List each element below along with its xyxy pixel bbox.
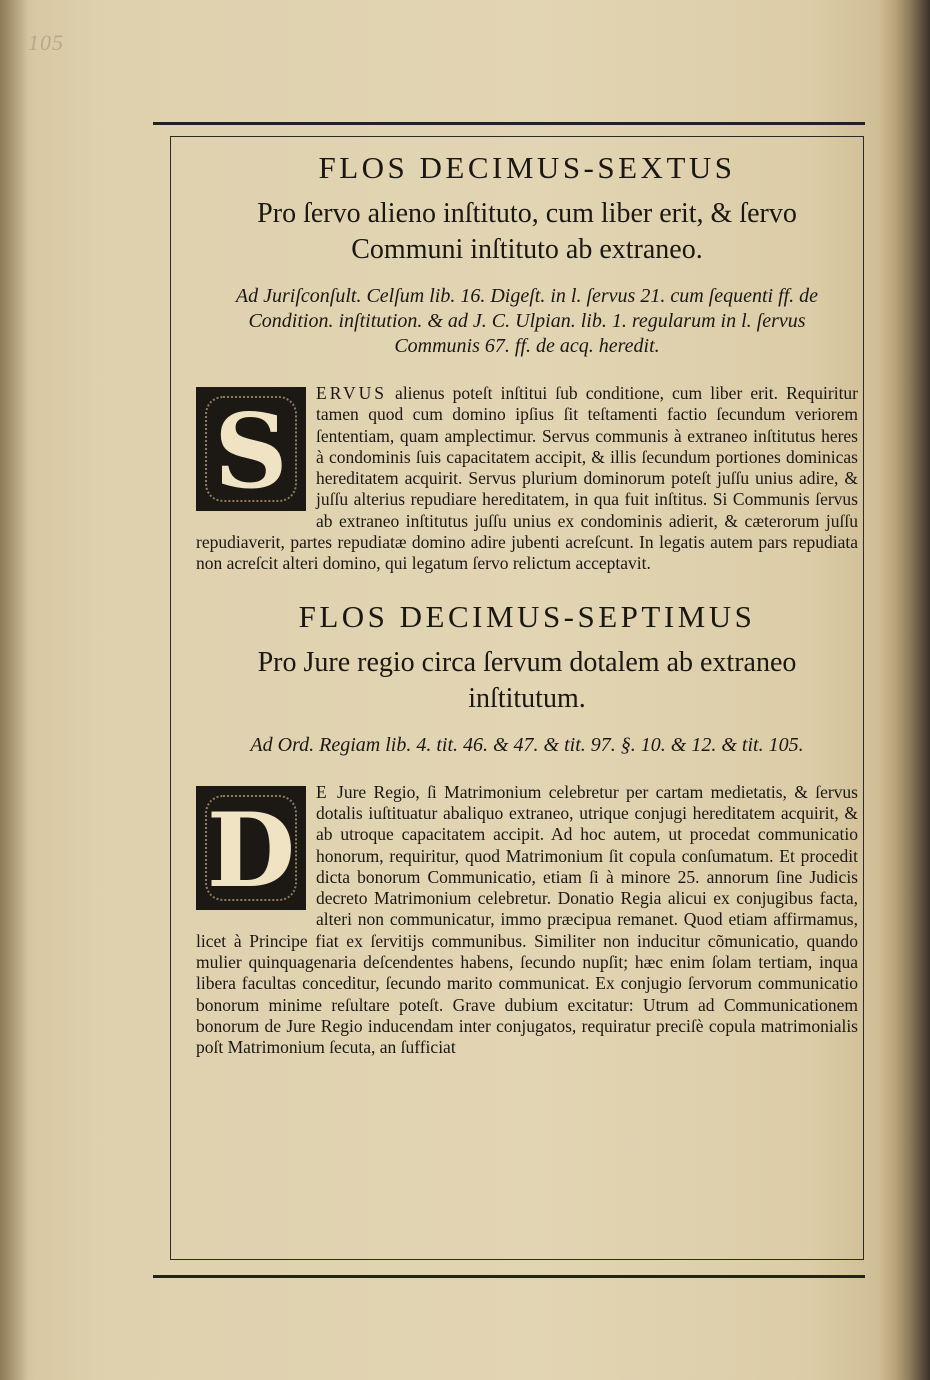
- decorated-initial: [196, 786, 306, 910]
- decorated-initial: [196, 387, 306, 511]
- book-edge: [880, 0, 930, 1380]
- page-number: 105: [28, 30, 64, 55]
- section-body: [196, 383, 858, 575]
- section-subtitle: Pro Jure regio circa ſervum dotalem ab extraneo inſtitutum.: [257, 646, 797, 714]
- body-text: Jure Regio, ſi Matrimonium celebretur per cartam medietatis, & ſervus dotalis iuſtituatur abaliquo extraneo, utrique conjugi hereditatem acquirit, & ab utroque capacitatem accipit. Ad hoc autem, ut procedat communicatio honorum, requiritur, quod Matrimonium ſit copula conſumatum. Et procedit dicta bonorum Communicatio, etiam ſi à minore 25. annorum ſine Judicis decreto Matrimonium celebretur. Donatio Regia alicui ex conjugibus facta, alteri non communicatur, immo præcipua remanet. Quod etiam affirmamus, licet à Principe fiat ex ſervitijs communibus. Similiter non inducitur cõmunicatio, quando mulier quinquagenaria deſcendentes habens, ſecundo nupſit; hæc enim ſolam tertiam, inqua libera facultas conceditur, ſecundo marito communicat. Ex conjugio ſervorum communicatio bonorum minime reſultare poteſt. Grave dubium excitatur: Utrum ad Communicationem bonorum de Jure Regio inducendam inter conjugatos, requiratur preciſè copula matrimonialis poſt Matrimonium ſecuta, an ſufficiat: [196, 781, 858, 1058]
- lead-word: ERVUS: [316, 383, 387, 403]
- section-body: [196, 782, 858, 1059]
- section-title: FLOS DECIMUS-SEPTIMUS: [298, 598, 756, 634]
- spine-shadow: [0, 0, 28, 1380]
- lead-word: E: [316, 781, 330, 802]
- body-text: alienus poteſt inſtitui ſub conditione, cum liber erit. Requiritur tamen quod cum domino ipſius ſit teſtamenti factio ſecundum veriorem ſententiam, quam amplectimur. Servus communis à extraneo inſtitutus heres à condominis ſuis capacitatem accipit, & illis ſecundum portiones dominicas hereditatem acquirit. Servus plurium dominorum poteſt juſſu unius adire, & juſſu alterius repudiare hereditatem, in qua fuit inſtitus. Si Communis ſervus ab extraneo inſtitutus juſſu unius ex condominis adierit, & cæterorum juſſu repudiaverit, partes repudiatæ domino adire jubenti acreſcunt. In legatis autem pars repudiata non acreſcit alteri domino, qui legatum ſervo relictum acceptavit.: [196, 383, 859, 574]
- section-flos-decimus-septimus: [196, 595, 858, 1059]
- section-title: FLOS DECIMUS-SEXTUS: [318, 150, 736, 185]
- initial-letter: S: [214, 392, 288, 512]
- section-flos-decimus-sextus: [196, 146, 858, 575]
- section-subtitle: Pro ſervo alieno inſtituto, cum liber erit, & ſervo Communi inſtituto ab extraneo.: [257, 198, 797, 265]
- page-content: [196, 140, 858, 1059]
- legal-reference: Ad Ord. Regiam lib. 4. tit. 46. & 47. & tit. 97. §. 10. & 12. & tit. 105.: [250, 733, 804, 756]
- initial-letter: D: [206, 790, 296, 911]
- legal-reference: Ad Juriſconſult. Celſum lib. 16. Digeſt. in l. ſervus 21. cum ſequenti ff. de Condition. inſtitution. & ad J. C. Ulpian. lib. 1. regularum in l. ſervus Communis 67. ff. de acq. heredit.: [235, 285, 819, 357]
